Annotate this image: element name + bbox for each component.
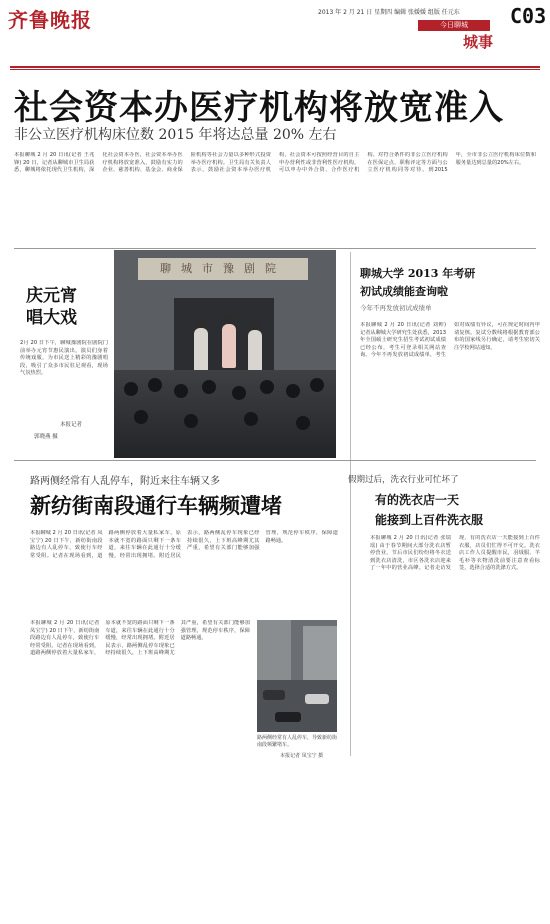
laundry-headline-line1: 有的洗衣店一天: [375, 493, 460, 507]
parked-car: [263, 690, 285, 700]
section-divider: [14, 248, 536, 249]
audience-member: [244, 412, 258, 426]
masthead-rule-thin: [10, 69, 540, 70]
exam-story-headline: [360, 265, 540, 301]
audience-member: [260, 380, 274, 394]
traffic-headline: 新纺街南段通行车辆频遭堵: [30, 493, 282, 518]
performer: [194, 328, 208, 372]
laundry-kicker: 假期过后，洗衣行业可忙坏了: [348, 475, 459, 485]
traffic-story-body-continued: 本报聊城 2 月 20 日讯(记者 凤宝宁) 20 日下午，新纺街南段路边有人乱停车，致使行车经常受阻。记者在现场看到，道路两侧停放着大量私家车，原本就不宽的路面只剩下一条车道，来往车辆在此通行十分缓慢，经常出现拥堵。附近居民表示，路两侧乱停车现象已经持续很久，上下班高峰期尤其严重，希望有关部门能够加强管理，规范停车秩序，保障道路畅通。: [30, 620, 250, 657]
performer-head: [196, 318, 206, 328]
opera-byline-label: 本报记者: [60, 422, 83, 428]
edition-tag: 今日聊城: [418, 20, 490, 31]
road: [257, 680, 337, 732]
column-divider: [350, 252, 351, 756]
audience-member: [310, 378, 324, 392]
theater-sign: 聊城市豫剧院: [138, 258, 308, 280]
moving-car: [275, 712, 301, 722]
exam-story-body: 本报聊城 2 月 20 日讯(记者 刘帅) 记者从聊城大学研究生处获悉，2013年全国硕士研究生招生考试初试成绩已经公布，考生可登录相关网站查询。今年不再发放初试成绩单，考生如对成绩有异议，可在规定时间内申请复核。复试分数线将根据教育部公布的国家线另行确定，请考生密切关注学校网站通知。: [360, 322, 540, 359]
street-traffic-photo: [257, 620, 337, 732]
section-divider: [14, 460, 536, 461]
building: [257, 620, 291, 680]
laundry-headline: [375, 490, 483, 530]
opera-story-headline: [26, 285, 77, 329]
opera-performance-photo: [114, 250, 336, 458]
audience-member: [174, 384, 188, 398]
masthead: [0, 0, 550, 70]
lead-headline: 社会资本办医疗机构将放宽准入: [14, 88, 504, 128]
masthead-rule: [10, 66, 540, 68]
lead-body: 本报聊城 2 月 20 日讯(记者 王兆锋) 20 日，记者从聊城市卫生局获悉，聊城将依托现代卫生机构，深化社会资本办医，社会资本举办医疗机构将放宽准入，鼓励有实力的企业、慈善机构、基金会、商业保险机构等社会力量以多种形式投资举办医疗机构。卫生局有关负责人表示，鼓励社会资本举办医疗机构，社会资本可按照经营目的自主申办营利性或非营利性医疗机构，可以申办中外合资、合作医疗机构。对符合条件的非公立医疗机构在医保定点、职称评定等方面与公立医疗机构同等对待。到2015年，全市非公立医疗机构床位数和服务量达到总量的20%左右。: [14, 152, 536, 174]
opera-byline-names: 郭晓燕 摄: [34, 434, 58, 440]
exam-subhead: 今年不再发放初试成绩单: [360, 304, 432, 312]
performer: [222, 324, 236, 368]
laundry-story-body: 本报聊城 2 月 20 日讯(记者 张瑞瑶) 由于春节期间大部分洗衣店暂停营业，节后市民们纷纷将冬衣送到洗衣店清洗，市区各洗衣店迎来了一年中的营业高峰。记者走访发现，有的洗衣店一天能接到上百件衣服，店员们忙得不可开交。洗衣店工作人员提醒市民，羽绒服、羊毛衫等衣物清洗前要注意查看标签，选择合适的洗涤方式。: [370, 535, 540, 572]
traffic-byline: 本报记者 凤宝宁 摄: [280, 753, 324, 759]
performer: [248, 330, 262, 374]
audience-member: [148, 378, 162, 392]
audience-member: [286, 384, 300, 398]
traffic-kicker: 路两侧经常有人乱停车，附近来往车辆又多: [30, 476, 220, 487]
audience-member: [124, 382, 138, 396]
paper-name: 齐鲁晚报: [8, 8, 92, 32]
page-number: C03: [510, 4, 547, 28]
opera-headline-line2: 唱大戏: [26, 308, 77, 328]
exam-headline-line1: 聊城大学 2013 年考研: [360, 267, 476, 280]
exam-headline-line2: 初试成绩能查询啦: [360, 285, 448, 298]
audience-member: [184, 414, 198, 428]
traffic-photo-caption: 路两侧经常有人乱停车，导致新纺街南段频繁堵车。: [257, 735, 338, 748]
traffic-story-body: 本报聊城 2 月 20 日讯(记者 凤宝宁) 20 日下午，新纺街南段路边有人乱停车，致使行车经常受阻。记者在现场看到，道路两侧停放着大量私家车，原本就不宽的路面只剩下一条车道，来往车辆在此通行十分缓慢，经常出现拥堵。附近居民表示，路两侧乱停车现象已经持续很久，上下班高峰期尤其严重，希望有关部门能够加强管理，规范停车秩序，保障道路畅通。: [30, 530, 338, 559]
opera-headline-line1: 庆元宵: [26, 286, 77, 306]
audience-member: [232, 386, 246, 400]
opera-story-body: 2月 20 日下午，聊城豫剧院在剧院门前举办元宵节惠民演出，演员们身着传统戏服，为市民送上精彩的豫剧唱段，吸引了众多市民驻足观看，现场气氛热烈。: [20, 340, 108, 377]
lead-subhead: 非公立医疗机构床位数 2015 年将达总量 20% 左右: [14, 127, 337, 143]
performer-head: [224, 314, 234, 324]
parked-car: [305, 694, 329, 704]
audience-member: [296, 416, 310, 430]
audience-member: [202, 380, 216, 394]
date-line: 2013 年 2 月 21 日 星期四 编辑 张媛媛 组版 任元东: [318, 9, 460, 16]
building: [303, 626, 337, 680]
laundry-headline-line2: 能接到上百件洗衣服: [375, 513, 484, 527]
performer-head: [250, 320, 260, 330]
audience-member: [134, 410, 148, 424]
section-title: 城事: [463, 33, 494, 51]
